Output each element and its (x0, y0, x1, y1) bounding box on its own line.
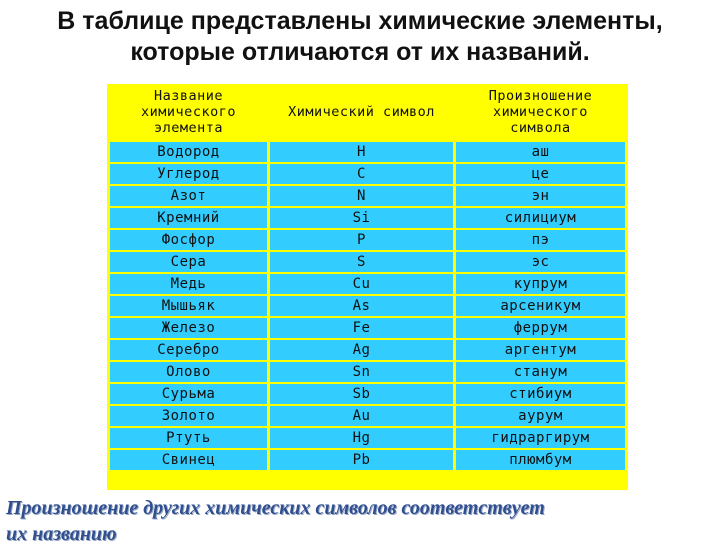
cell-pronunciation: силициум (456, 208, 625, 228)
table-row (107, 142, 628, 162)
cell-element-name: Золото (110, 406, 267, 426)
cell-element-name: Олово (110, 362, 267, 382)
elements-table (107, 84, 628, 490)
header-element-name (110, 84, 267, 140)
cell-symbol: Sn (270, 362, 453, 382)
table-row (107, 186, 628, 206)
cell-element-name: Серебро (110, 340, 267, 360)
cell-element-name: Ртуть (110, 428, 267, 448)
cell-pronunciation: станум (456, 362, 625, 382)
cell-pronunciation: эн (456, 186, 625, 206)
table-row (107, 362, 628, 382)
table-row (107, 428, 628, 448)
cell-element-name: Сера (110, 252, 267, 272)
table-row (107, 406, 628, 426)
header-element-name-line: химического (141, 104, 236, 120)
cell-element-name: Свинец (110, 450, 267, 470)
cell-symbol: Ag (270, 340, 453, 360)
cell-pronunciation: плюмбум (456, 450, 625, 470)
table-header-row (107, 84, 628, 140)
table-row (107, 164, 628, 184)
cell-element-name: Железо (110, 318, 267, 338)
title-line-1: В таблице представлены химические элементы, (57, 7, 663, 35)
footer-line-2: их названию (6, 523, 117, 545)
cell-pronunciation: аргентум (456, 340, 625, 360)
cell-element-name: Мышьяк (110, 296, 267, 316)
cell-element-name: Сурьма (110, 384, 267, 404)
cell-pronunciation: арсеникум (456, 296, 625, 316)
header-pronunciation-line: химического (493, 104, 588, 120)
cell-symbol: H (270, 142, 453, 162)
header-pronunciation-line: символа (510, 120, 571, 136)
header-symbol-line: Химический символ (288, 104, 435, 120)
cell-pronunciation: це (456, 164, 625, 184)
cell-pronunciation: аурум (456, 406, 625, 426)
cell-symbol: Hg (270, 428, 453, 448)
table-row (107, 274, 628, 294)
cell-pronunciation: купрум (456, 274, 625, 294)
cell-pronunciation: пэ (456, 230, 625, 250)
cell-element-name: Медь (110, 274, 267, 294)
cell-symbol: Sb (270, 384, 453, 404)
footer-note (6, 495, 720, 547)
cell-symbol: Fe (270, 318, 453, 338)
header-pronunciation-line: Произношение (488, 88, 593, 104)
slide-title (0, 6, 720, 68)
title-line-2: которые отличаются от их названий. (130, 38, 590, 66)
cell-pronunciation: стибиум (456, 384, 625, 404)
cell-symbol: Cu (270, 274, 453, 294)
cell-pronunciation: эс (456, 252, 625, 272)
cell-symbol: P (270, 230, 453, 250)
table-row (107, 318, 628, 338)
cell-symbol: Au (270, 406, 453, 426)
cell-element-name: Азот (110, 186, 267, 206)
table-row (107, 296, 628, 316)
cell-element-name: Кремний (110, 208, 267, 228)
footer-line-1: Произношение других химических символов соответствует (6, 497, 545, 519)
cell-symbol: C (270, 164, 453, 184)
table-row (107, 340, 628, 360)
cell-symbol: Pb (270, 450, 453, 470)
cell-element-name: Водород (110, 142, 267, 162)
table-row (107, 208, 628, 228)
cell-symbol: Si (270, 208, 453, 228)
table-row (107, 450, 628, 470)
cell-element-name: Фосфор (110, 230, 267, 250)
header-symbol (270, 84, 453, 140)
table-row (107, 384, 628, 404)
cell-element-name: Углерод (110, 164, 267, 184)
header-element-name-line: элемента (153, 120, 224, 136)
header-element-name-line: Название (153, 88, 224, 104)
cell-symbol: S (270, 252, 453, 272)
cell-pronunciation: гидраргирум (456, 428, 625, 448)
table-row (107, 252, 628, 272)
cell-pronunciation: аш (456, 142, 625, 162)
cell-symbol: As (270, 296, 453, 316)
cell-pronunciation: феррум (456, 318, 625, 338)
table-row (107, 230, 628, 250)
header-pronunciation (456, 84, 625, 140)
cell-symbol: N (270, 186, 453, 206)
